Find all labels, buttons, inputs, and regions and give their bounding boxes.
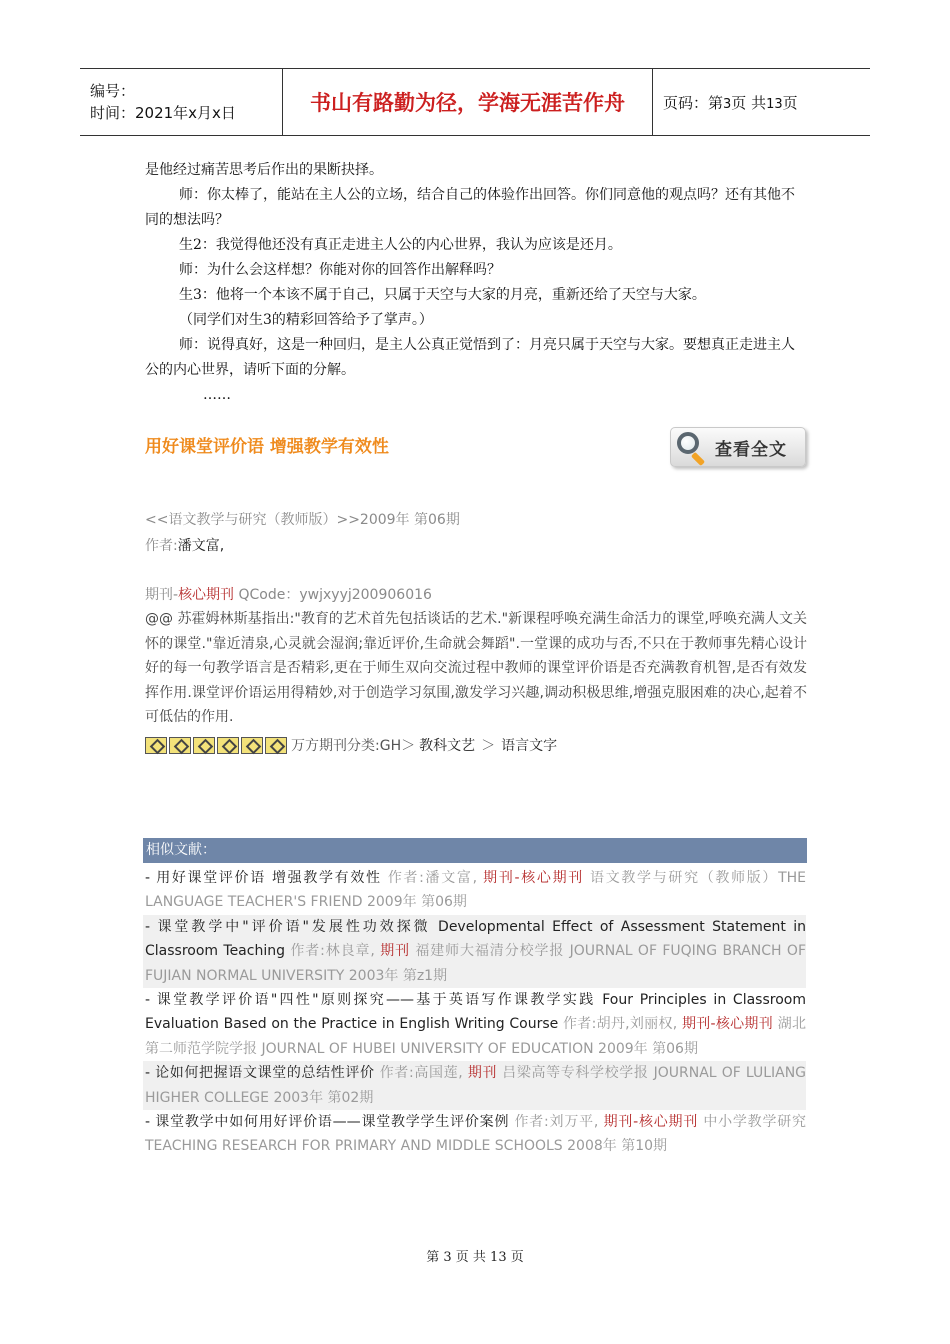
- page-total: 13: [766, 96, 783, 112]
- similar-item-core: 核心期刊: [519, 870, 584, 886]
- similar-item-title[interactable]: 论如何把握语文课堂的总结性评价: [155, 1065, 375, 1082]
- similar-item-title[interactable]: 用好课堂评价语 增强教学有效性: [156, 870, 382, 886]
- page-mid: 页 共: [731, 93, 767, 112]
- similar-item: [143, 1061, 806, 1110]
- page-current: 3: [723, 96, 732, 112]
- page-header: [80, 68, 870, 136]
- similar-item-source: 福建师大福清分校学报 JOURNAL OF FUQING BRANCH OF FUJIAN NORMAL UNIVERSITY 2003年 第z1期: [145, 943, 806, 984]
- time-label: 时间：2021年x月x日: [90, 104, 236, 122]
- similar-list: [145, 866, 806, 1159]
- similar-item-title[interactable]: 课堂教学评价语"四性"原则探究——基于英语写作课教学实践 Four Principles in Classroom Evaluation Based on the Practice in English Writing Course: [145, 992, 806, 1033]
- magnifier-icon: [675, 428, 709, 466]
- similar-item: [145, 1110, 806, 1159]
- view-fulltext-label: 查看全文: [715, 439, 787, 460]
- similar-item-core: 核心期刊: [715, 1016, 773, 1033]
- similar-item-cat: 期刊: [380, 943, 410, 960]
- similar-item-title[interactable]: 课堂教学中如何用好评价语——课堂教学学生评价案例: [155, 1114, 510, 1131]
- classification-line: [145, 735, 557, 755]
- class-label: 万方期刊分类:GH＞: [291, 738, 416, 754]
- article-abstract: @@ 苏霍姆林斯基指出:"教育的艺术首先包括谈话的艺术."新课程呼唤充满生命活力的课堂,呼唤充满人文关怀的课堂."靠近清泉,心灵就会湿润;靠近评价,生命就会舞蹈".一堂课的成功与否,不只在于教师事先精心设计好的每一句教学语言是否精彩,更在于师生双向交流过程中教师的课堂评价语是否充满教育机智,是否有效发挥作用.课堂评价语运用得精妙,对于创造学习氛围,激发学习兴趣,调动积极思维,增强克服困难的决心,起着不可低估的作用.: [145, 611, 807, 725]
- class-link-a[interactable]: 教科文艺: [419, 738, 476, 754]
- similar-item-cat: 期刊-: [483, 870, 520, 886]
- similar-item-title[interactable]: 课堂教学中"评价语"发展性功效探微 Developmental Effect of Assessment Statement in Classroom Teaching: [145, 918, 806, 960]
- dialogue-line: 是他经过痛苦思考后作出的果断抉择。: [145, 162, 383, 178]
- similar-item-author: 作者:林良章,: [290, 943, 375, 960]
- similar-item-source: 湖北第二师范学院学报 JOURNAL OF HUBEI UNIVERSITY OF EDUCATION 2009年 第06期: [145, 1016, 807, 1057]
- similar-item-author: 作者:潘文富,: [387, 870, 478, 886]
- rating-icon: [217, 737, 239, 754]
- similar-item: [143, 915, 806, 988]
- dialogue-line: 生3：他将一个本该不属于自己，只属于天空与大家的月亮，重新还给了天空与大家。: [179, 287, 706, 303]
- class-link-b[interactable]: 语言文字: [501, 738, 558, 754]
- item-dash: -: [145, 992, 157, 1009]
- author-line: [145, 535, 224, 555]
- core-journal-badge: 核心期刊: [178, 587, 235, 603]
- dialogue-line: 师：你太棒了，能站在主人公的立场，结合自己的体验作出回答。你们同意他的观点吗？还有其他不同的想法吗？: [145, 187, 795, 228]
- item-dash: -: [145, 918, 158, 935]
- similar-item-source: 语文教学与研究（教师版）THE LANGUAGE TEACHER'S FRIEND 2009年 第06期: [145, 870, 807, 911]
- similar-item-source: 中小学教学研究 TEACHING RESEARCH FOR PRIMARY AND MIDDLE SCHOOLS 2008年 第10期: [145, 1114, 807, 1155]
- rating-icon: [145, 737, 167, 754]
- motto-text: 书山有路勤为径，学海无涯苦作舟: [310, 91, 625, 115]
- similar-item-author: 作者:刘万平,: [514, 1114, 599, 1131]
- similar-header: 相似文献：: [143, 838, 807, 863]
- page-footer: 第 3 页 共 13 页: [426, 1250, 524, 1265]
- similar-item-core: 核心期刊: [638, 1114, 699, 1131]
- header-motto: [283, 69, 653, 135]
- rating-icons: [145, 737, 289, 754]
- item-dash: -: [145, 1114, 156, 1131]
- similar-item: [145, 988, 806, 1061]
- qcode: QCode：ywjxyyj200906016: [238, 587, 432, 603]
- similar-item-cat: 期刊-: [681, 1016, 716, 1033]
- header-meta: [80, 69, 283, 135]
- header-page-info: [653, 69, 870, 135]
- rating-icon: [241, 737, 263, 754]
- author-label: 作者:: [145, 538, 178, 554]
- author-value[interactable]: 潘文富,: [177, 538, 225, 554]
- page-prefix: 页码：第: [663, 93, 724, 112]
- ellipsis: ……: [203, 387, 231, 403]
- rating-icon: [193, 737, 215, 754]
- view-fulltext-button[interactable]: [670, 427, 806, 467]
- item-dash: -: [145, 870, 157, 886]
- lesson-dialogue: [145, 158, 807, 408]
- similar-item-author: 作者:胡丹,刘丽权,: [563, 1016, 678, 1033]
- rating-icon: [265, 737, 287, 754]
- page-indicator: [663, 92, 870, 113]
- similar-item-cat: 期刊-: [603, 1114, 639, 1131]
- similar-item-source: 吕梁高等专科学校学报 JOURNAL OF LULIANG HIGHER COLLEGE 2003年 第02期: [145, 1065, 807, 1106]
- dialogue-line: 师：说得真好，这是一种回归，是主人公真正觉悟到了：月亮只属于天空与大家。要想真正走进主人公的内心世界，请听下面的分解。: [145, 337, 795, 378]
- dialogue-line: 师：为什么会这样想？你能对你的回答作出解释吗？: [179, 262, 501, 278]
- dialogue-line: 生2：我觉得他还没有真正走进主人公的内心世界，我认为应该是还月。: [179, 237, 622, 253]
- item-dash: -: [145, 1065, 156, 1082]
- class-separator: ＞: [481, 738, 496, 754]
- similar-item: [145, 866, 806, 915]
- similar-item-cat: 期刊: [467, 1065, 498, 1082]
- similar-item-author: 作者:高国莲,: [379, 1065, 463, 1082]
- category-prefix: 期刊-: [145, 587, 179, 603]
- number-label: 编号：: [90, 82, 136, 100]
- rating-icon: [169, 737, 191, 754]
- journal-line: <<语文教学与研究（教师版）>>2009年 第06期: [145, 512, 460, 528]
- page-suffix: 页: [782, 93, 798, 112]
- article-title[interactable]: 用好课堂评价语 增强教学有效性: [145, 437, 389, 457]
- dialogue-line: （同学们对生3的精彩回答给予了掌声。）: [179, 312, 433, 328]
- category-line: [145, 584, 432, 604]
